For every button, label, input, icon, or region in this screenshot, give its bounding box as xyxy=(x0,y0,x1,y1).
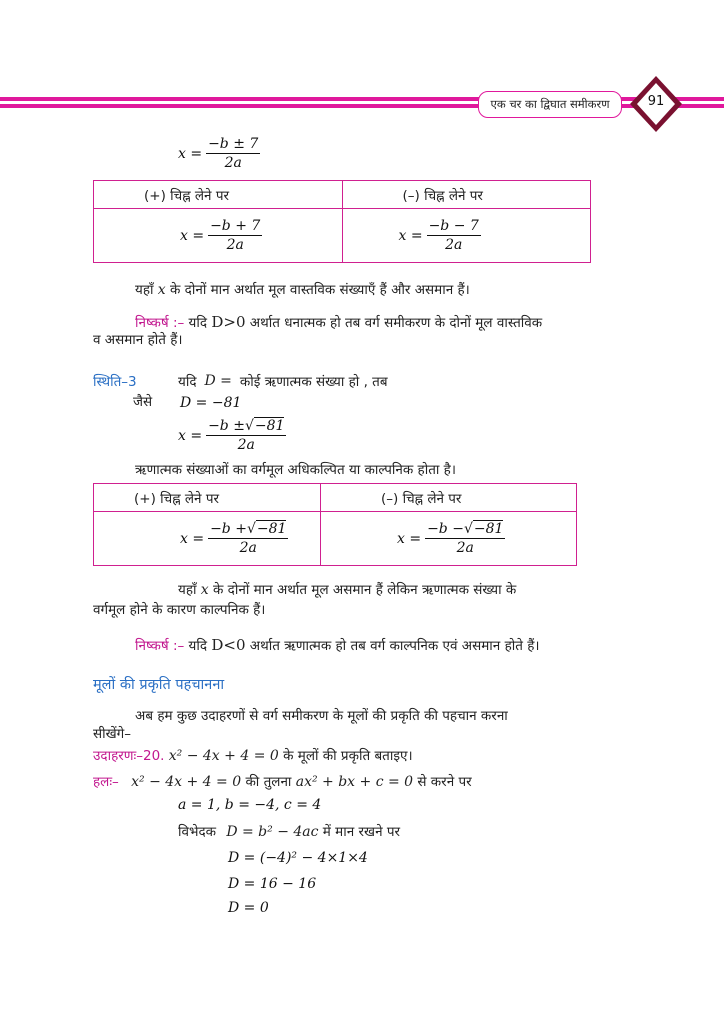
page-number-diamond xyxy=(628,74,684,134)
example-equation: x² − 4x + 4 = 0 xyxy=(168,748,279,764)
table-cell-plus-root: x = $\frac{-b +√-81}{2a}$ xyxy=(94,512,321,566)
step-2: D = 16 − 16 xyxy=(228,876,317,892)
header-title: एक चर का द्विघात समीकरण xyxy=(490,97,610,111)
table-header-plus: (+) चिह्न लेने पर xyxy=(94,484,321,512)
step-3: D = 0 xyxy=(228,900,269,916)
fraction-denominator: 2a xyxy=(224,155,242,171)
section-intro: अब हम कुछ उदाहरणों से वर्ग समीकरण के मूलों की प्रकृति की पहचान करना xyxy=(135,708,508,724)
case-3-d-value: D = −81 xyxy=(180,395,242,411)
header-title-box xyxy=(478,91,622,118)
table-cell-plus-root: x = $\frac{-b + 7}{2a}$ xyxy=(94,209,343,263)
fraction xyxy=(206,136,260,171)
formula-top xyxy=(178,136,260,171)
fraction-numerator: −b ± 7 xyxy=(208,136,259,152)
section-heading: मूलों की प्रकृति पहचानना xyxy=(93,677,225,693)
case-3-example-label: जैसे xyxy=(133,394,153,410)
paragraph-real-roots: यहाँ x के दोनों मान अर्थात मूल वास्तविक संख्याएँ हैं और असमान हैं। xyxy=(135,282,470,298)
example-label: उदाहरणः–20. xyxy=(93,748,165,764)
step-1: D = (−4)² − 4×1×4 xyxy=(228,850,368,866)
conclusion-negative: निष्कर्ष :– यदि D<0 अर्थात ऋणात्मक हो तब वर्ग काल्पनिक एवं असमान होते हैं। xyxy=(135,636,540,654)
conclusion-positive-cont: व असमान होते हैं। xyxy=(93,332,183,348)
table-header-plus: (+) चिह्न लेने पर xyxy=(94,181,343,209)
example-20: उदाहरणः–20. x² − 4x + 4 = 0 के मूलों की प्रकृति बताइए। xyxy=(93,748,413,764)
paragraph-imaginary-roots-cont: वर्गमूल होने के कारण काल्पनिक हैं। xyxy=(93,602,266,618)
paragraph-imaginary-roots: यहाँ x के दोनों मान अर्थात मूल असमान हैं लेकिन ऋणात्मक संख्या के xyxy=(178,582,517,598)
coefficient-values: a = 1, b = −4, c = 4 xyxy=(178,797,322,813)
formula-lhs: x = xyxy=(178,145,203,162)
table-cell-minus-root: x = $\frac{-b -√-81}{2a}$ xyxy=(321,512,577,566)
table-cell-minus-root: x = $\frac{-b - 7}{2a}$ xyxy=(342,209,591,263)
table-header-minus: (–) चिह्न लेने पर xyxy=(321,484,577,512)
case-3-text: यदि D = कोई ऋणात्मक संख्या हो , तब xyxy=(178,373,388,390)
sign-table-real xyxy=(93,180,591,263)
solution-label: हलः– xyxy=(93,774,119,790)
sign-table-complex xyxy=(93,483,577,566)
page-number: 91 xyxy=(647,94,665,109)
discriminant-line: विभेदक D = b² − 4ac में मान रखने पर xyxy=(178,824,401,840)
table-header-minus: (–) चिह्न लेने पर xyxy=(342,181,591,209)
conclusion-positive: निष्कर्ष :– यदि D>0 अर्थात धनात्मक हो तब वर्ग समीकरण के दोनों मूल वास्तविक xyxy=(135,313,543,331)
solution-line-1: हलः– x² − 4x + 4 = 0 की तुलना ax² + bx + c = 0 से करने पर xyxy=(93,774,472,790)
section-intro-cont: सीखेंगे– xyxy=(93,726,132,742)
formula-complex: x = $\frac{-b \pm√-81}{2a}$ xyxy=(178,418,285,453)
note-imaginary: ऋणात्मक संख्याओं का वर्गमूल अधिकल्पित या काल्पनिक होता है। xyxy=(135,462,456,478)
conclusion-label: निष्कर्ष :– xyxy=(135,638,185,654)
conclusion-label: निष्कर्ष :– xyxy=(135,315,185,331)
case-3-label: स्थिति–3 xyxy=(93,374,137,390)
